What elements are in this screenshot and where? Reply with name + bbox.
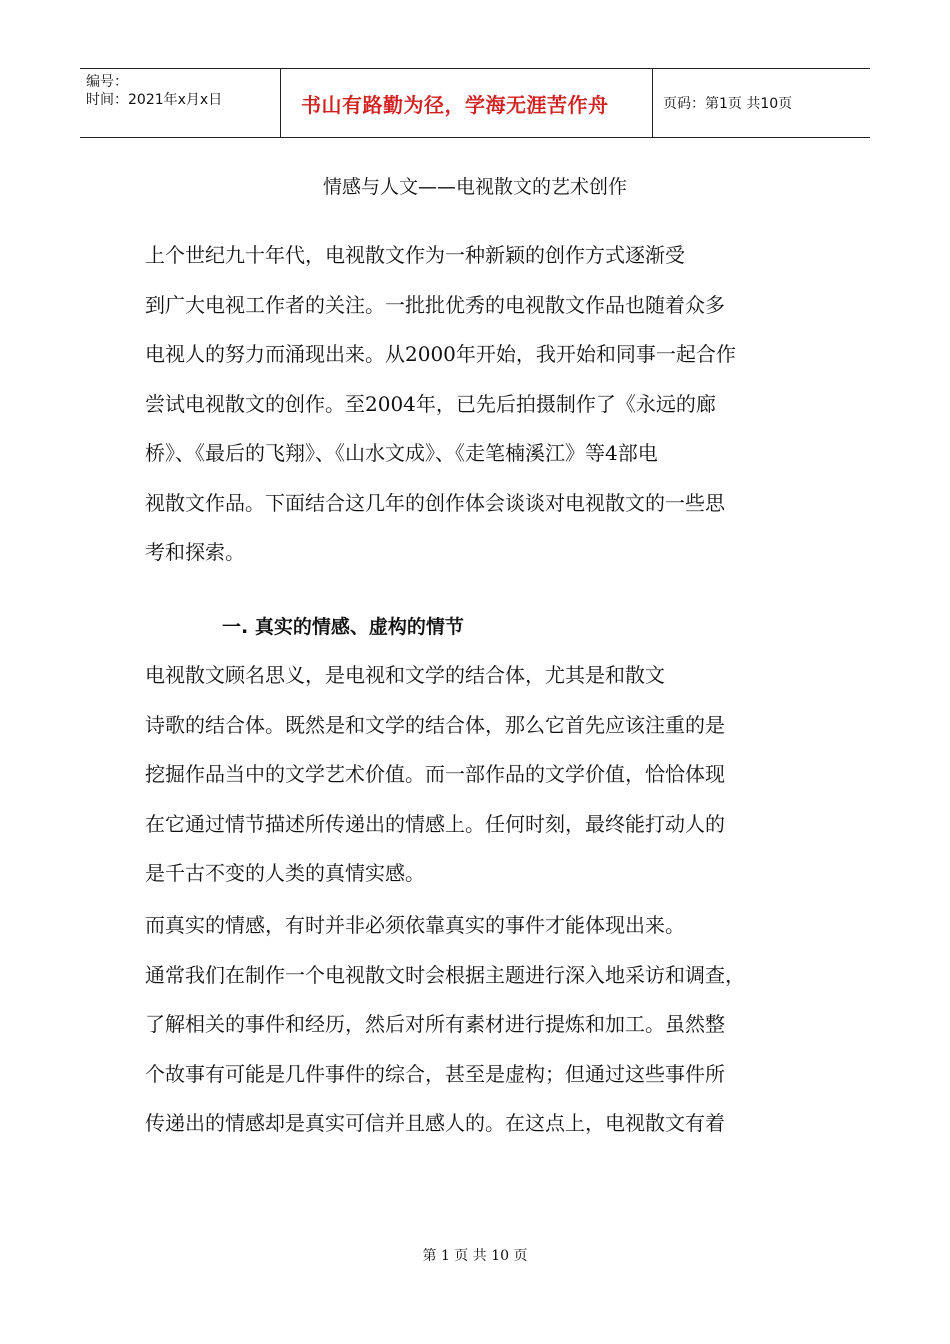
paragraph-line: 通常我们在制作一个电视散文时会根据主题进行深入地采访和调查， [145,962,745,987]
paragraph-line: 了解相关的事件和经历，然后对所有素材进行提炼和加工。虽然整 [145,1012,725,1036]
paragraph-line: 电视人的努力而涌现出来。从2000年开始，我开始和同事一起合作 [145,342,736,366]
paragraph-line: 传递出的情感却是真实可信并且感人的。在这点上，电视散文有着 [145,1111,725,1135]
paragraph-line: 尝试电视散文的创作。至2004年，已先后拍摄制作了《永远的廊 [145,391,716,416]
header-meta [80,69,281,137]
document-title: 情感与人文——电视散文的艺术创作 [322,176,627,198]
document-header [80,68,870,138]
paragraph-line: 上个世纪九十年代，电视散文作为一种新颖的创作方式逐渐受 [145,243,685,267]
paragraph-line: 视散文作品。下面结合这几年的创作体会谈谈对电视散文的一些思 [145,490,725,515]
paragraph-line: 电视散文顾名思义，是电视和文学的结合体，尤其是和散文 [145,663,665,687]
paragraph-3 [145,910,825,1158]
number-label: 编号： [86,74,128,90]
paragraph-line: 而真实的情感，有时并非必须依靠真实的事件才能体现出来。 [145,913,685,937]
header-motto-cell [281,69,653,137]
paragraph-line: 是千古不变的人类的真情实感。 [145,861,425,885]
paragraph-line: 诗歌的结合体。既然是和文学的结合体，那么它首先应该注重的是 [145,712,725,737]
header-page-info: 页码：第1页 共10页 [663,96,793,112]
paragraph-line: 挖掘作品当中的文学艺术价值。而一部作品的文学价值，恰恰体现 [145,762,725,786]
time-label: 时间：2021年x月x日 [86,92,223,108]
paragraph-1 [145,240,825,587]
page-footer: 第 1 页 共 10 页 [422,1248,528,1264]
paragraph-line: 个故事有可能是几件事件的综合，甚至是虚构；但通过这些事件所 [145,1061,725,1086]
header-motto: 书山有路勤为径，学海无涯苦作舟 [301,92,609,117]
paragraph-line: 在它通过情节描述所传递出的情感上。任何时刻，最终能打动人的 [145,811,725,836]
paragraph-line: 桥》、《最后的飞翔》、《山水文成》、《走笔楠溪江》等4部电 [145,441,658,465]
section-heading: 一. 真实的情感、虚构的情节 [222,616,464,638]
paragraph-line: 考和探索。 [145,540,245,564]
paragraph-2 [145,660,825,908]
paragraph-line: 到广大电视工作者的关注。一批批优秀的电视散文作品也随着众多 [145,292,725,317]
